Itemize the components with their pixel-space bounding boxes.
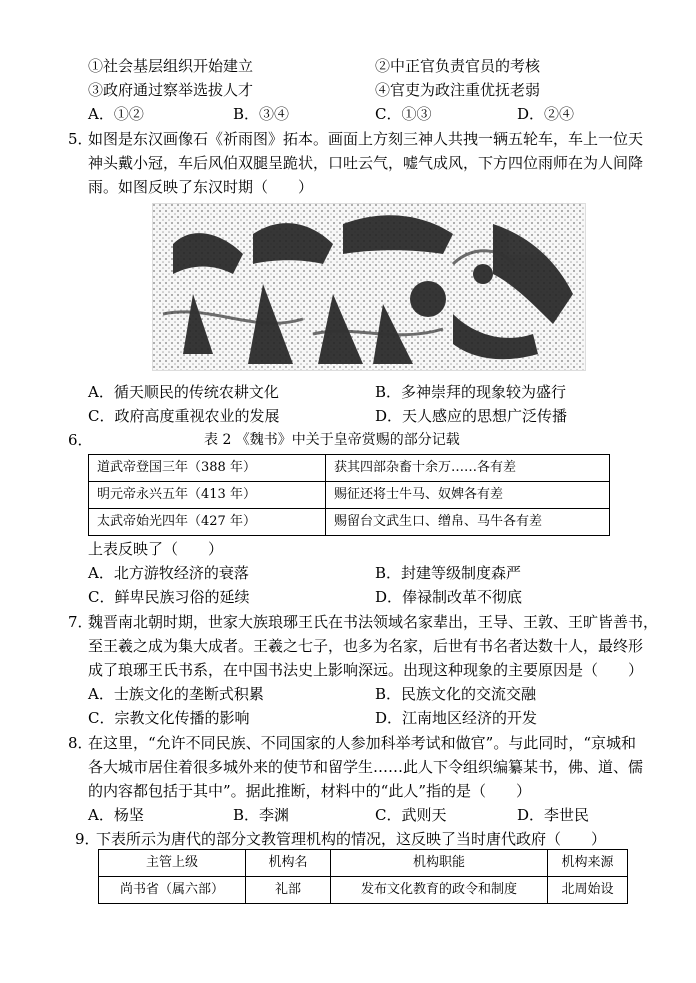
- q8-choice-d: D．李世民: [517, 806, 590, 824]
- table-cell: 发布文化教育的政令和制度: [331, 877, 548, 904]
- table-row: [99, 877, 628, 904]
- q7-stem-line-2: 至王羲之成为集大成者。王羲之七子，也多为名家，后世有书名者达数十人，最终形: [88, 637, 644, 655]
- q8-choice-a: A．杨坚: [88, 806, 144, 824]
- table-header-cell: 机构职能: [331, 850, 548, 877]
- q6-choice-b: B．封建等级制度森严: [375, 564, 522, 582]
- table-cell: 赐征还将士牛马、奴婢各有差: [326, 482, 610, 509]
- table-cell: 获其四部杂畜十余万……各有差: [326, 455, 610, 482]
- q7-number: 7．: [68, 613, 93, 631]
- table-cell: 赐留台文武生口、缯帛、马牛各有差: [326, 509, 610, 536]
- q6-choice-a: A．北方游牧经济的衰落: [88, 564, 249, 582]
- q8-choice-c: C．武则天: [375, 806, 447, 824]
- q7-choice-b: B．民族文化的交流交融: [375, 685, 537, 703]
- q9-stem: 下表所示为唐代的部分文教管理机构的情况，这反映了当时唐代政府（ ）: [96, 830, 607, 848]
- table-cell: 礼部: [246, 877, 331, 904]
- q8-choice-b: B．李渊: [233, 806, 290, 824]
- rain-prayer-rubbing-image: [152, 203, 586, 371]
- q6-choice-d: D．俸禄制改革不彻底: [375, 588, 523, 606]
- q9-table: [98, 849, 628, 904]
- table-cell: 明元帝永兴五年（413 年）: [89, 482, 326, 509]
- table-cell: 道武帝登国三年（388 年）: [89, 455, 326, 482]
- q7-choice-c: C．宗教文化传播的影响: [88, 709, 250, 727]
- table-row: [89, 482, 610, 509]
- table-header-cell: 机构名: [246, 850, 331, 877]
- table-header-row: [99, 850, 628, 877]
- q6-number: 6．: [68, 431, 93, 449]
- q6-table-title: 表 2 《魏书》中关于皇帝赏赐的部分记载: [204, 432, 460, 448]
- q6-stem: 上表反映了（ ）: [88, 540, 224, 558]
- q8-number: 8．: [68, 734, 93, 752]
- q7-stem-line-1: 魏晋南北朝时期，世家大族琅琊王氏在书法领域名家辈出，王导、王敦、王旷皆善书，: [88, 613, 659, 631]
- table-header-cell: 主管上级: [99, 850, 246, 877]
- table-row: [89, 509, 610, 536]
- table-cell: 太武帝始光四年（427 年）: [89, 509, 326, 536]
- table-row: [89, 455, 610, 482]
- q4-option-2: ②中正官负责官员的考核: [375, 57, 541, 75]
- q4-choice-d: D．②④: [517, 105, 575, 123]
- q5-stem-line-3: 雨。如图反映了东汉时期（ ）: [88, 178, 314, 196]
- q6-table: [88, 454, 610, 536]
- q5-choice-b: B．多神崇拜的现象较为盛行: [375, 383, 567, 401]
- table-cell: 尚书省（属六部）: [99, 877, 246, 904]
- q8-stem-line-1: 在这里，“允许不同民族、不同国家的人参加科举考试和做官”。与此同时，“京城和: [88, 734, 637, 752]
- q4-option-3: ③政府通过察举选拔人才: [88, 81, 254, 99]
- q7-stem-line-3: 成了琅琊王氏书系，在中国书法史上影响深远。出现这种现象的主要原因是（ ）: [88, 661, 644, 679]
- table-header-cell: 机构来源: [548, 850, 628, 877]
- q5-stem-line-1: 如图是东汉画像石《祈雨图》拓本。画面上方刻三神人共拽一辆五轮车，车上一位天: [88, 130, 644, 148]
- q7-choice-d: D．江南地区经济的开发: [375, 709, 538, 727]
- q5-choice-a: A．循天顺民的传统农耕文化: [88, 383, 279, 401]
- q5-choice-c: C．政府高度重视农业的发展: [88, 407, 280, 425]
- q5-stem-line-2: 神头戴小冠，车后风伯双腿呈跪状，口吐云气，嘘气成风，下方四位雨师在为人间降: [88, 154, 644, 172]
- q9-number: 9．: [75, 830, 100, 848]
- q4-choice-b: B．③④: [233, 105, 290, 123]
- q8-stem-line-3: 的内容都包括于其中”。据此推断，材料中的“此人”指的是（ ）: [88, 782, 532, 800]
- q4-choice-c: C．①③: [375, 105, 432, 123]
- q4-choice-a: A．①②: [88, 105, 144, 123]
- table-cell: 北周始设: [548, 877, 628, 904]
- q5-number: 5．: [68, 130, 93, 148]
- q4-option-4: ④官吏为政注重优抚老弱: [375, 81, 541, 99]
- q7-choice-a: A．士族文化的垄断式积累: [88, 685, 264, 703]
- q6-choice-c: C．鲜卑民族习俗的延续: [88, 588, 250, 606]
- q4-option-1: ①社会基层组织开始建立: [88, 57, 254, 75]
- q5-choice-d: D．天人感应的思想广泛传播: [375, 407, 568, 425]
- q8-stem-line-2: 各大城市居住着很多城外来的使节和留学生……此人下令组织编纂某书，佛、道、儒: [88, 758, 644, 776]
